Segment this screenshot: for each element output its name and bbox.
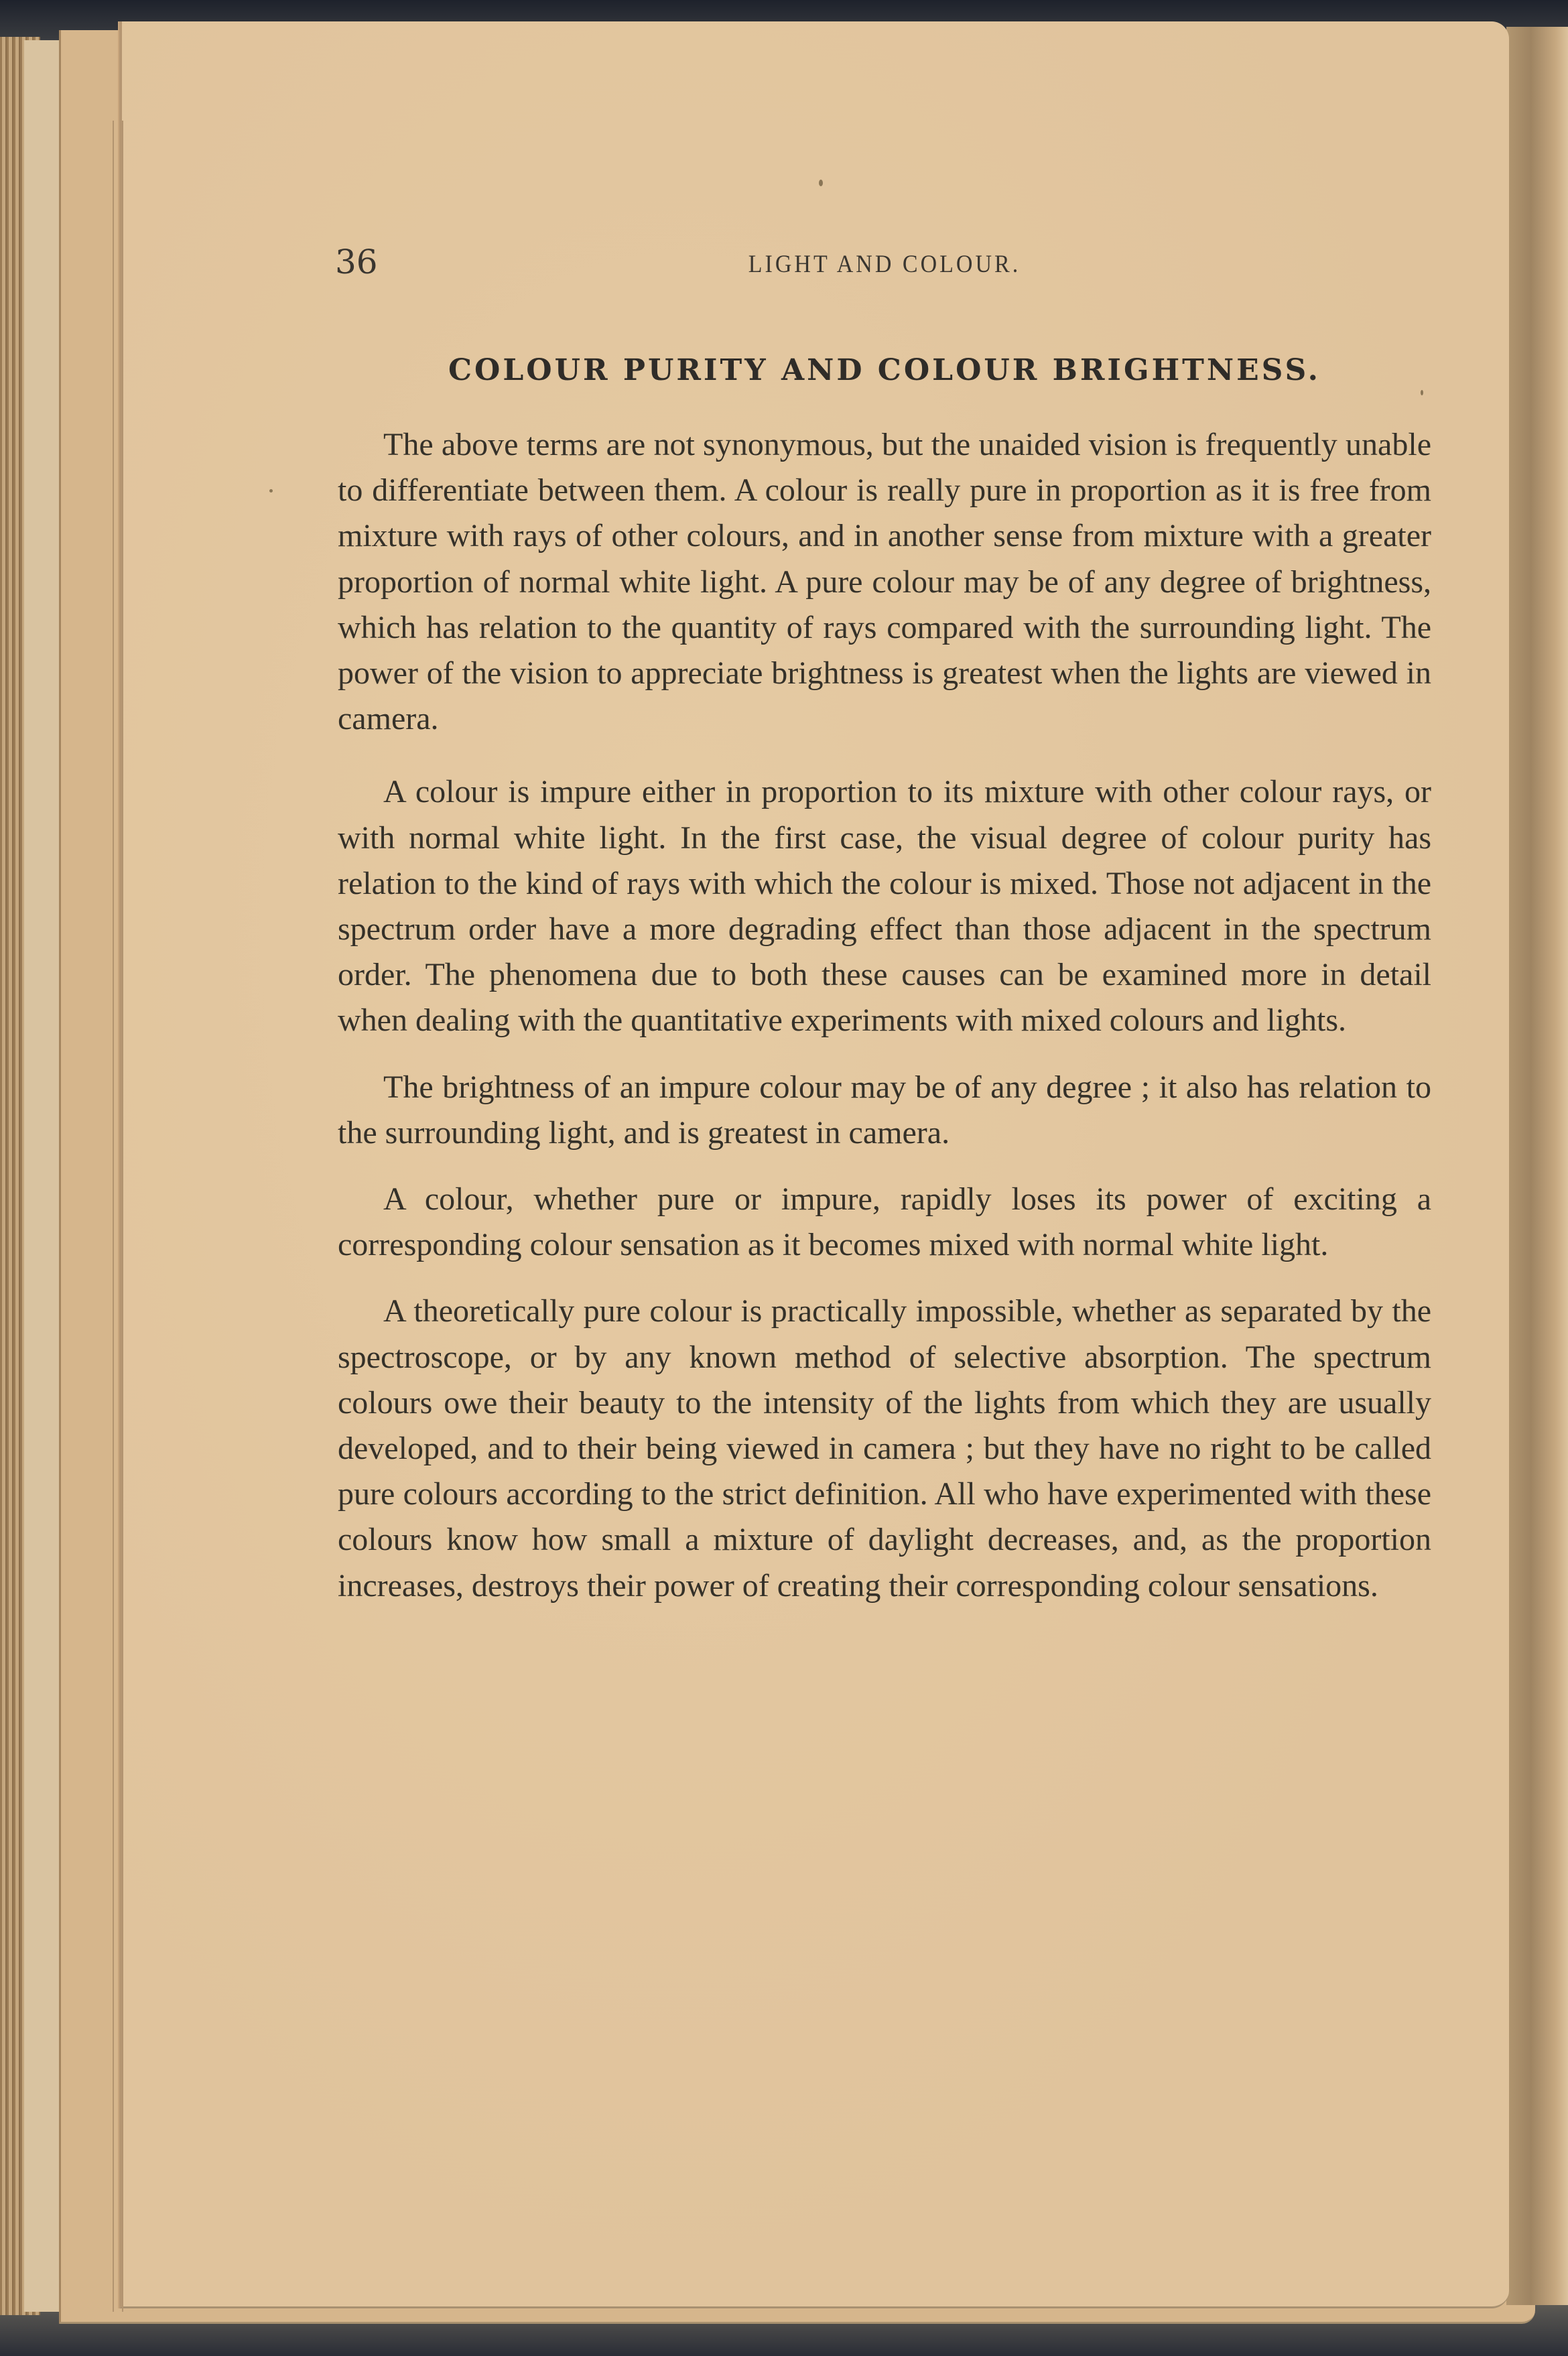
section-heading: COLOUR PURITY AND COLOUR BRIGHTNESS. [448,353,1321,387]
page-edge-lines [113,121,123,2312]
page-number: 36 [335,243,378,281]
paragraph: A theoretically pure colour is practically impossible, whether as separated by the spectroscope, or by any known method of selective absorption. The spectrum colours owe their beauty to the intensity of the lights from which they are usually developed, and to their being viewed in camera ; but they have no right to be called pure colours according to the strict definition. All who have experimented with these colours know how small a mixture of daylight decreases, and, as the proportion increases, destroys their power of creating their corresponding colour sensations. [338,1293,1431,1604]
paragraph: A colour is impure either in proportion to its mixture with other colour rays, or with normal white light. In the first case, the visual degree of colour purity has relation to the kind of rays with which the colour is mixed. Those not adjacent in the spectrum order have a more degrading effect than those adjacent in the spectrum order. The phenomena due to both these causes can be examined more in detail when dealing with the quantitative experiments with mixed colours and lights. [338,774,1431,1039]
paragraph: The above terms are not synonymous, but the unaided vision is frequently unable to differentiate between them. A colour is really pure in proportion as it is free from mixture with rays of other colours, and in another sense from mixture with a greater proportion of normal white light. A pure colour may be of any degree of brightness, which has relation to the quantity of rays compared with the surrounding light. The power of the vision to appreciate brightness is greatest when the lights are viewed in camera. [338,427,1431,737]
paper-speck [1421,390,1423,395]
running-title: LIGHT AND COLOUR. [748,251,1021,278]
paper-speck [819,180,823,186]
running-head [335,243,1434,283]
body-text [338,422,1431,1609]
facing-page-gutter [1506,27,1568,2305]
paragraph: The brightness of an impure colour may be of any degree ; it also has relation to the surrounding light, and is greatest in camera. [338,1069,1431,1151]
paper-speck [269,489,273,493]
paragraph: A colour, whether pure or impure, rapidly loses its power of exciting a corresponding colour sensation as it becomes mixed with normal white light. [338,1181,1431,1263]
